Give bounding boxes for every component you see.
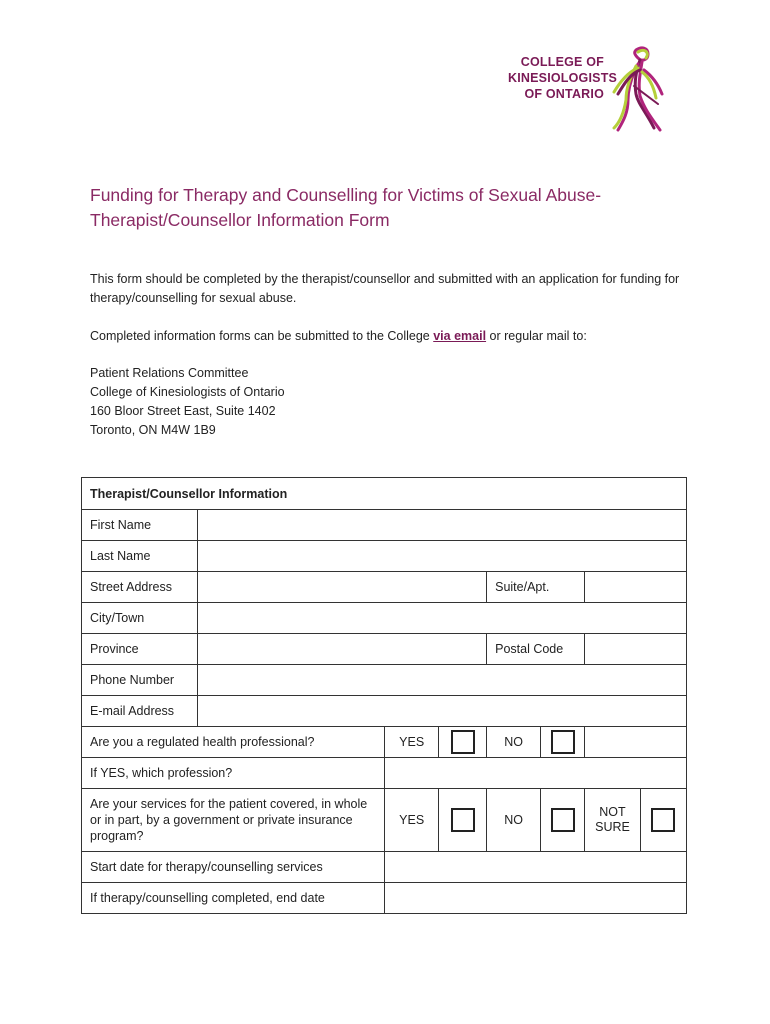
logo-line-1: COLLEGE OF (520, 55, 604, 69)
title-line-2: Therapist/Counsellor Information Form (90, 210, 390, 230)
address-line-4: Toronto, ON M4W 1B9 (90, 423, 216, 437)
suite-label: Suite/Apt. (487, 572, 585, 603)
start-date-field[interactable] (385, 852, 687, 883)
regulated-no-cell (541, 727, 585, 758)
page-title (90, 183, 710, 233)
intro-paragraph: This form should be completed by the therapist/counsellor and submitted with an application for funding for therapy/counselling for sexual abuse. (90, 272, 680, 305)
postal-code-label: Postal Code (487, 634, 585, 665)
address-line-3: 160 Bloor Street East, Suite 1402 (90, 404, 276, 418)
walking-figure-icon (598, 42, 678, 134)
submit-paragraph (90, 327, 690, 346)
address-line-2: College of Kinesiologists of Ontario (90, 385, 285, 399)
postal-code-field[interactable] (585, 634, 687, 665)
address-line-1: Patient Relations Committee (90, 366, 249, 380)
coverage-yes-cell (439, 789, 487, 852)
first-name-label: First Name (82, 510, 198, 541)
logo-wordmark (508, 54, 618, 102)
logo-line-3: OF ONTARIO (524, 87, 604, 101)
street-address-field[interactable] (197, 572, 486, 603)
suite-field[interactable] (585, 572, 687, 603)
regulated-empty-cell (585, 727, 687, 758)
profession-label: If YES, which profession? (82, 758, 385, 789)
regulated-yes-checkbox[interactable] (451, 730, 475, 754)
email-link[interactable]: via email (433, 329, 487, 343)
start-date-label: Start date for therapy/counselling services (82, 852, 385, 883)
coverage-yes-label: YES (385, 789, 439, 852)
regulated-yes-label: YES (385, 727, 439, 758)
coverage-not-sure-label: NOT SURE (585, 789, 641, 852)
coverage-no-label: NO (487, 789, 541, 852)
end-date-field[interactable] (385, 883, 687, 914)
college-logo (508, 42, 678, 137)
street-address-label: Street Address (82, 572, 198, 603)
regulated-no-label: NO (487, 727, 541, 758)
mailing-address (90, 364, 285, 440)
province-field[interactable] (197, 634, 486, 665)
coverage-yes-checkbox[interactable] (451, 808, 475, 832)
submit-text-after: or regular mail to: (486, 329, 587, 343)
first-name-field[interactable] (197, 510, 686, 541)
coverage-not-sure-cell (640, 789, 686, 852)
logo-line-2: KINESIOLOGISTS (508, 71, 618, 85)
phone-label: Phone Number (82, 665, 198, 696)
last-name-field[interactable] (197, 541, 686, 572)
end-date-label: If therapy/counselling completed, end date (82, 883, 385, 914)
last-name-label: Last Name (82, 541, 198, 572)
regulated-question: Are you a regulated health professional? (82, 727, 385, 758)
email-label: E-mail Address (82, 696, 198, 727)
title-line-1: Funding for Therapy and Counselling for Victims of Sexual Abuse- (90, 185, 602, 205)
coverage-no-cell (541, 789, 585, 852)
coverage-not-sure-checkbox[interactable] (651, 808, 675, 832)
city-field[interactable] (197, 603, 686, 634)
form-header: Therapist/Counsellor Information (82, 478, 687, 510)
submit-text-before: Completed information forms can be submitted to the College (90, 329, 434, 343)
regulated-no-checkbox[interactable] (551, 730, 575, 754)
province-label: Province (82, 634, 198, 665)
city-label: City/Town (82, 603, 198, 634)
email-field[interactable] (197, 696, 686, 727)
coverage-no-checkbox[interactable] (551, 808, 575, 832)
profession-field[interactable] (385, 758, 687, 789)
regulated-yes-cell (439, 727, 487, 758)
coverage-question: Are your services for the patient covered, in whole or in part, by a government or private insurance program? (82, 789, 385, 852)
therapist-info-form (81, 477, 687, 914)
phone-field[interactable] (197, 665, 686, 696)
